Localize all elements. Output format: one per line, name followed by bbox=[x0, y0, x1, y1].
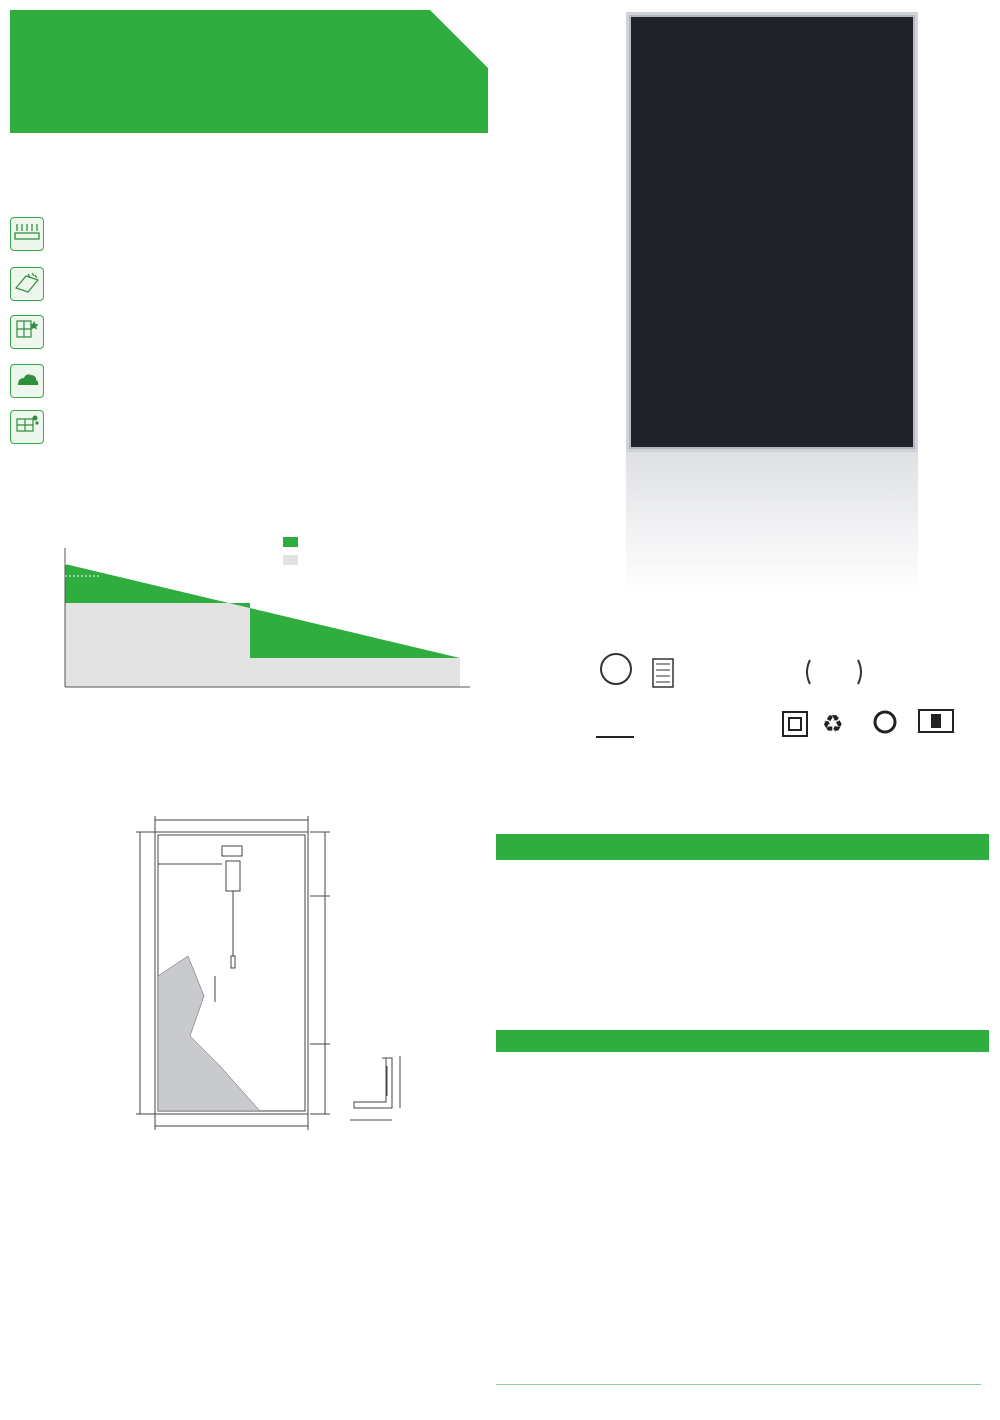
panel-reflection bbox=[626, 452, 918, 592]
legend-swatch-standard bbox=[283, 555, 298, 565]
electrical-header-band bbox=[496, 1030, 989, 1052]
iec-logo-underline bbox=[596, 736, 634, 738]
panel-cells bbox=[629, 15, 915, 449]
iv-charts bbox=[10, 1215, 470, 1385]
resistant-icon bbox=[10, 410, 44, 444]
wind-load-icon bbox=[10, 217, 44, 251]
double-insulation-icon bbox=[782, 711, 808, 737]
tuv-logo bbox=[804, 657, 864, 687]
recycle-icon: ♻ bbox=[822, 711, 844, 738]
feature-item bbox=[10, 364, 480, 404]
dimensions-drawing bbox=[120, 806, 450, 1136]
mechanical-header-band bbox=[496, 834, 989, 860]
feature-item bbox=[10, 267, 480, 307]
elegant-icon bbox=[10, 315, 44, 349]
feature-item bbox=[10, 410, 480, 450]
legend-swatch-new bbox=[283, 537, 298, 547]
chubb-logo bbox=[918, 709, 954, 741]
low-light-icon bbox=[10, 364, 44, 398]
quality-mark-icon bbox=[870, 709, 900, 741]
feature-item bbox=[10, 217, 480, 257]
iso-logo bbox=[592, 653, 636, 689]
cleaning-icon bbox=[10, 267, 44, 301]
header-banner bbox=[10, 10, 488, 133]
solar-panel-image bbox=[626, 12, 918, 452]
certification-seal-icon bbox=[652, 658, 674, 688]
feature-item bbox=[10, 315, 480, 355]
disclaimer-divider bbox=[496, 1384, 981, 1385]
warranty-chart bbox=[0, 530, 500, 710]
